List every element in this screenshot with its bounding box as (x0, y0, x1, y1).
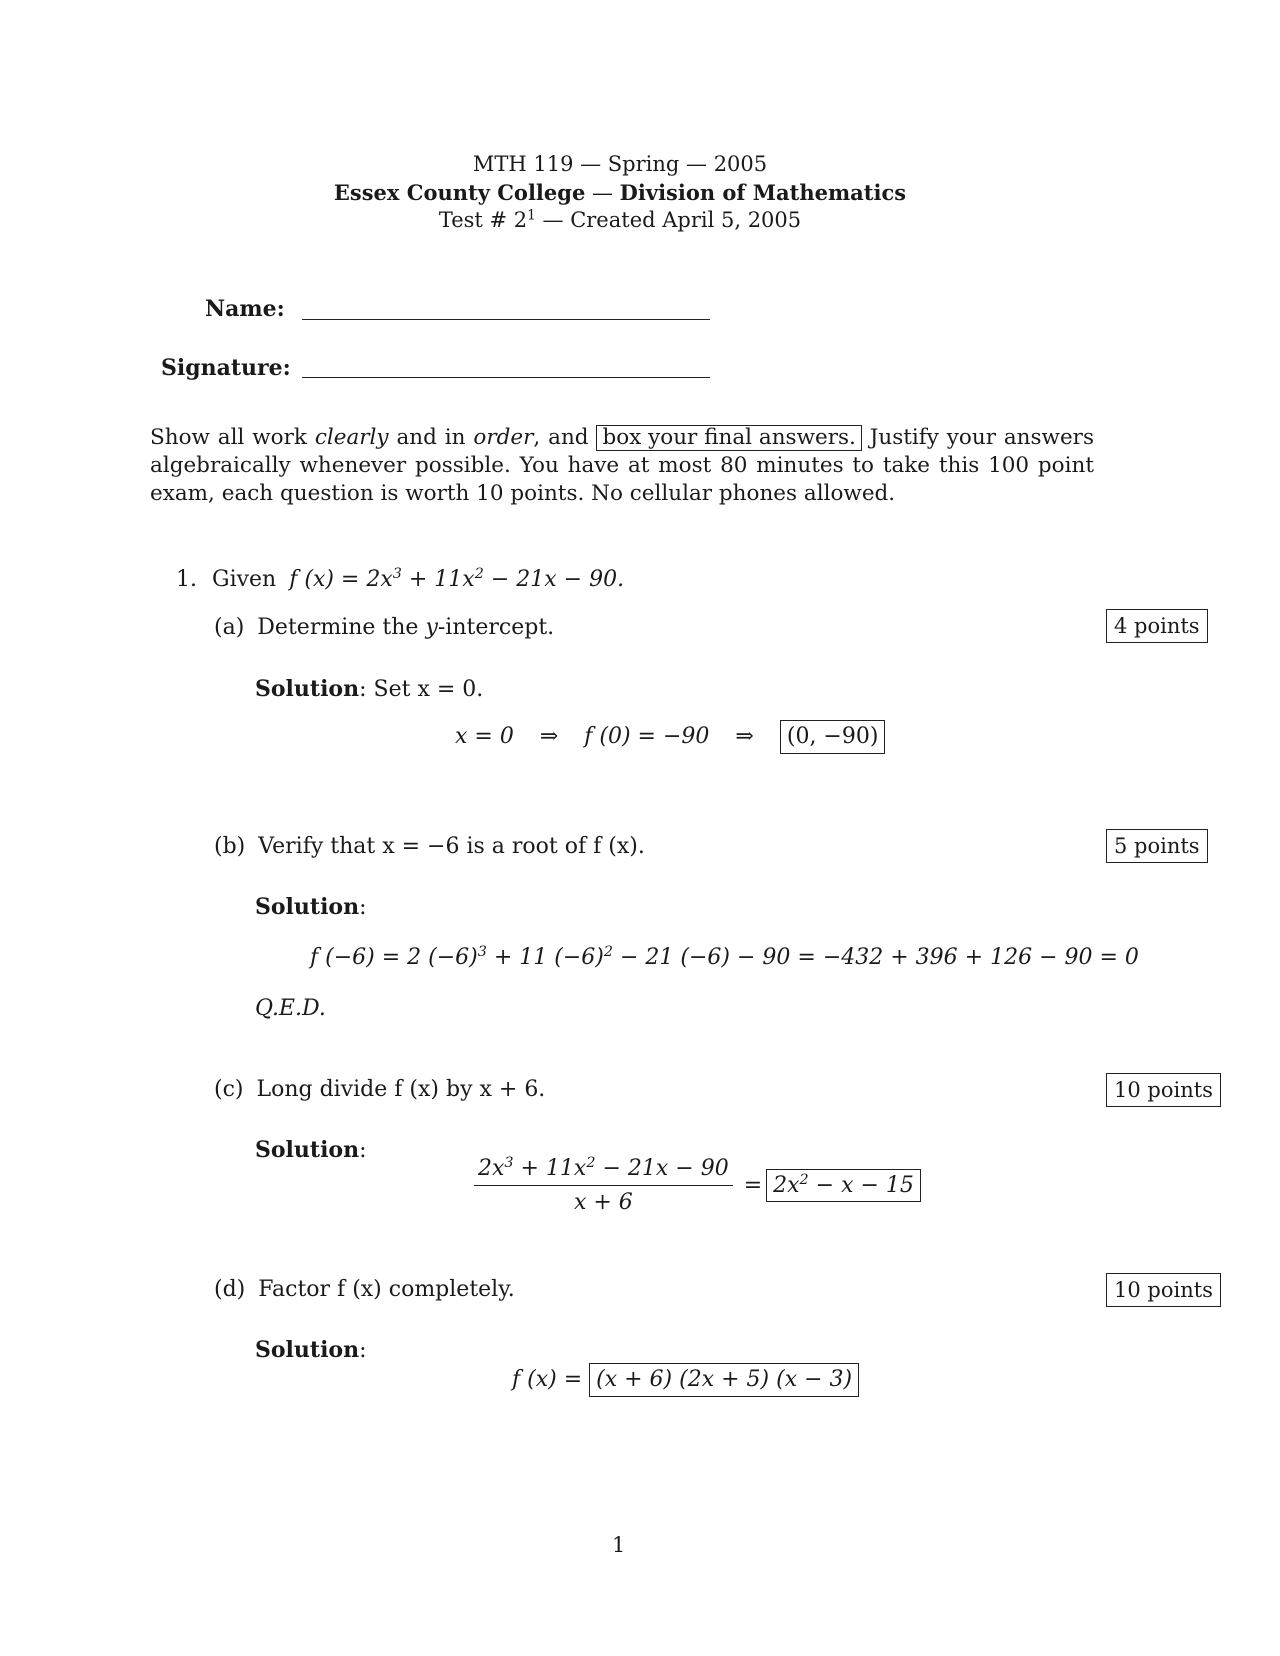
solution-colon: : (359, 1138, 367, 1163)
instr-boxed: box your final answers. (596, 425, 861, 451)
course-text: MTH 119 — Spring — 2005 (472, 152, 768, 176)
solution-colon: : (359, 895, 367, 920)
course-line (0, 152, 1240, 176)
instr-text-2: and in (388, 425, 474, 450)
part-d-answer: (x + 6) (2x + 5) (x − 3) (589, 1363, 859, 1397)
part-a-points: 4 points (1106, 609, 1208, 643)
eq-mid: f (0) = −90 (584, 724, 710, 749)
signature-field[interactable] (302, 377, 710, 378)
solution-label: Solution (255, 894, 360, 920)
question-number: 1. (176, 567, 197, 592)
part-b-text: Verify that x = −6 is a root of f (x). (258, 834, 645, 859)
part-a-label: (a) (214, 615, 245, 640)
page-number: 1 (612, 1533, 626, 1557)
part-c-solution (255, 1137, 367, 1163)
fraction-denominator: x + 6 (573, 1190, 633, 1215)
eq-left: x = 0 (455, 724, 514, 749)
part-a (214, 615, 554, 640)
part-a-equation (455, 720, 885, 754)
name-label: Name: (205, 296, 285, 322)
equals-sign: = (743, 1173, 763, 1198)
part-b-points: 5 points (1106, 829, 1208, 863)
part-b-label: (b) (214, 834, 246, 859)
part-a-solution (255, 676, 483, 702)
solution-label: Solution (255, 1137, 360, 1163)
division-name: Division of Mathematics (619, 180, 907, 205)
instr-text-3: , and (533, 425, 597, 450)
question-function: f $(x) = 2x^3 + 11x^2 - 21x - 90$. (289, 566, 625, 592)
instructions (150, 424, 1094, 508)
solution-text: : Set x = 0. (359, 677, 484, 702)
part-c-answer: $2x^2 - x - 15$ (766, 1169, 921, 1203)
implies-arrow: ⇒ (735, 724, 754, 749)
instr-text-1: Show all work (150, 425, 315, 450)
part-c-text: Long divide f (x) by x + 6. (256, 1077, 546, 1102)
qed: Q.E.D. (255, 996, 326, 1021)
part-d-equation (512, 1363, 859, 1397)
fraction-numerator: $2x^3 + 11x^2 - 21x - 90$ (474, 1156, 733, 1186)
solution-label: Solution (255, 676, 360, 702)
part-b-equation: f (−6) = 2 $(-6)^3 + 11$ $(-6)^2 - 21$ (−6) − 90 = −432 + 396 + 126 − 90 = 0 (310, 944, 1139, 970)
question-given: Given (212, 567, 277, 592)
solution-label: Solution (255, 1337, 360, 1363)
test-footnote-mark: 1 (527, 207, 536, 224)
part-c-label: (c) (214, 1077, 244, 1102)
part-d-solution (255, 1337, 367, 1363)
part-a-answer: (0, −90) (780, 720, 886, 754)
implies-arrow: ⇒ (539, 724, 559, 749)
part-a-text: Determine the (257, 615, 426, 640)
instr-text-4: Justify your answers algebraically whenever possible. You have at most 80 minutes to take this 100 point exam, each question is worth 10 points. No cellular phones allowed. (150, 425, 1094, 506)
test-number: Test # 2 (438, 208, 528, 232)
question-1 (176, 567, 624, 592)
part-c (214, 1077, 545, 1102)
signature-label: Signature: (161, 355, 291, 381)
test-created: — Created April 5, 2005 (535, 208, 802, 232)
part-d-label: (d) (214, 1277, 246, 1302)
instr-clearly: clearly (314, 425, 389, 450)
part-a-y: y (425, 615, 438, 640)
solution-colon: : (359, 1338, 367, 1363)
part-b (214, 834, 645, 859)
name-field[interactable] (302, 319, 710, 320)
part-c-equation (474, 1156, 921, 1215)
part-a-text-end: -intercept. (437, 615, 555, 640)
header-separator: — (585, 181, 620, 205)
college-line (0, 180, 1240, 205)
college-name: Essex County College (333, 180, 586, 205)
part-d-points: 10 points (1106, 1273, 1221, 1307)
part-d (214, 1277, 515, 1302)
part-d-text: Factor f (x) completely. (258, 1277, 515, 1302)
part-c-points: 10 points (1106, 1073, 1221, 1107)
part-b-solution (255, 894, 367, 920)
instr-order: order (473, 425, 534, 450)
division-fraction (474, 1156, 733, 1215)
eq-lhs: f (x) = (512, 1367, 583, 1392)
test-line (0, 208, 1240, 232)
